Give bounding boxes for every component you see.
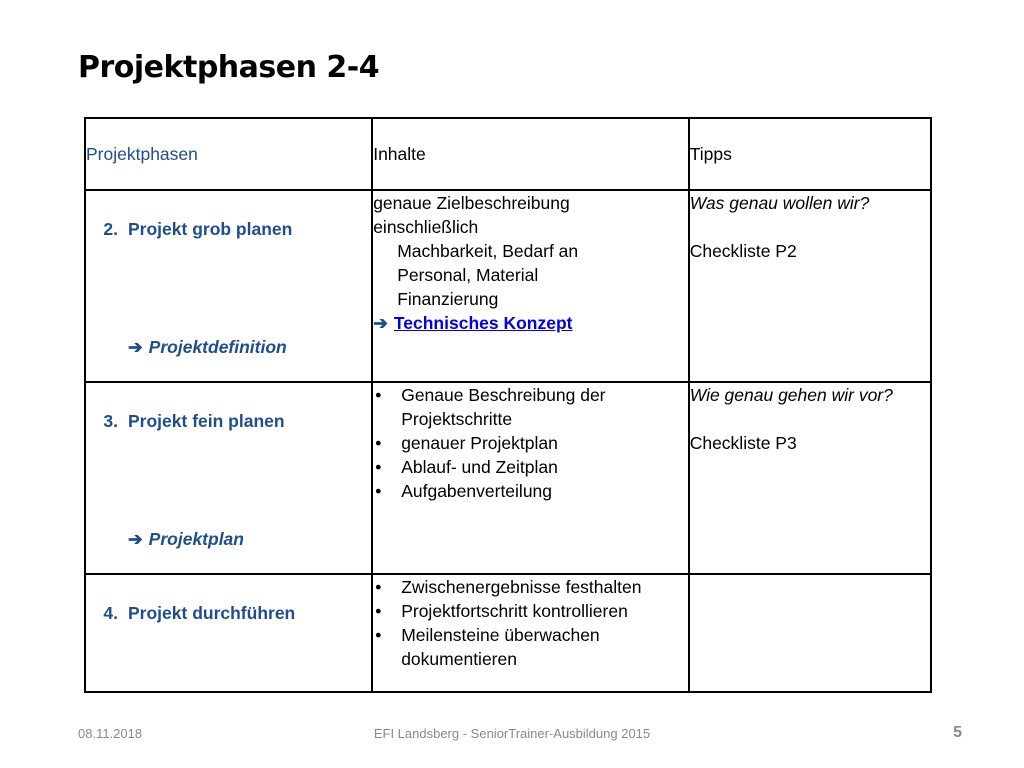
list-item: • Ablauf- und Zeitplan <box>373 455 688 479</box>
phase-number: 3. <box>103 411 118 431</box>
footer-date: 08.11.2018 <box>78 726 143 741</box>
phase-title <box>86 217 292 241</box>
list-item: • Aufgabenverteilung <box>373 479 688 503</box>
content-link-line <box>373 311 688 335</box>
table-header-row <box>85 118 931 190</box>
list-item: • Zwischenergebnisse festhalten <box>373 575 688 599</box>
tips-cell <box>689 190 931 382</box>
slide-title: Projektphasen 2-4 <box>78 50 380 85</box>
phase-result-label: Projektplan <box>148 529 244 549</box>
list-item: • genauer Projektplan <box>373 431 688 455</box>
list-item: • Meilensteine überwachen dokumentieren <box>373 623 688 671</box>
content-indented-line: Machbarkeit, Bedarf an <box>397 241 579 261</box>
arrow-right-icon: ➔ <box>373 313 388 333</box>
tip-question: Was genau wollen wir? <box>689 193 870 213</box>
tip-question: Wie genau gehen wir vor? <box>689 385 893 405</box>
footer-title: EFI Landsberg - SeniorTrainer-Ausbildung 2015 <box>373 726 651 741</box>
table-row <box>85 382 931 574</box>
table-row <box>85 190 931 382</box>
phase-number: 2. <box>103 219 118 239</box>
content-indented-line: Finanzierung <box>397 289 499 309</box>
phase-cell <box>85 382 372 574</box>
phase-name: Projekt grob planen <box>128 219 293 239</box>
phase-name: Projekt durchführen <box>128 603 296 623</box>
arrow-right-icon: ➔ <box>128 529 143 549</box>
phase-number: 4. <box>103 603 118 623</box>
arrow-right-icon: ➔ <box>128 337 143 357</box>
list-item: • Projektfortschritt kontrollieren <box>373 599 688 623</box>
phase-name: Projekt fein planen <box>128 411 285 431</box>
tip-checklist: Checkliste P2 <box>689 241 797 261</box>
tips-cell <box>689 574 931 692</box>
phase-result <box>128 335 287 359</box>
header-content: Inhalte <box>372 118 689 190</box>
page-number: 5 <box>953 724 962 741</box>
tips-cell <box>689 382 931 574</box>
bullet-list <box>373 575 688 671</box>
content-cell <box>372 574 689 692</box>
phase-title <box>86 601 295 625</box>
content-indented-line: Personal, Material <box>397 265 539 285</box>
project-phases-table <box>84 117 932 693</box>
table-row <box>85 574 931 692</box>
phase-title <box>86 409 285 433</box>
tip-checklist: Checkliste P3 <box>689 433 797 453</box>
content-line: einschließlich <box>373 217 479 237</box>
header-phase: Projektphasen <box>85 118 372 190</box>
header-tips: Tipps <box>689 118 931 190</box>
phase-cell <box>85 574 372 692</box>
content-cell <box>372 190 689 382</box>
bullet-list <box>373 383 688 503</box>
phase-result-label: Projektdefinition <box>148 337 287 357</box>
content-cell <box>372 382 689 574</box>
phase-cell <box>85 190 372 382</box>
list-item: • Genaue Beschreibung der Projektschritte <box>373 383 688 431</box>
technisches-konzept-link[interactable]: Technisches Konzept <box>393 313 573 333</box>
phase-result <box>128 527 244 551</box>
content-line: genaue Zielbeschreibung <box>373 193 570 213</box>
